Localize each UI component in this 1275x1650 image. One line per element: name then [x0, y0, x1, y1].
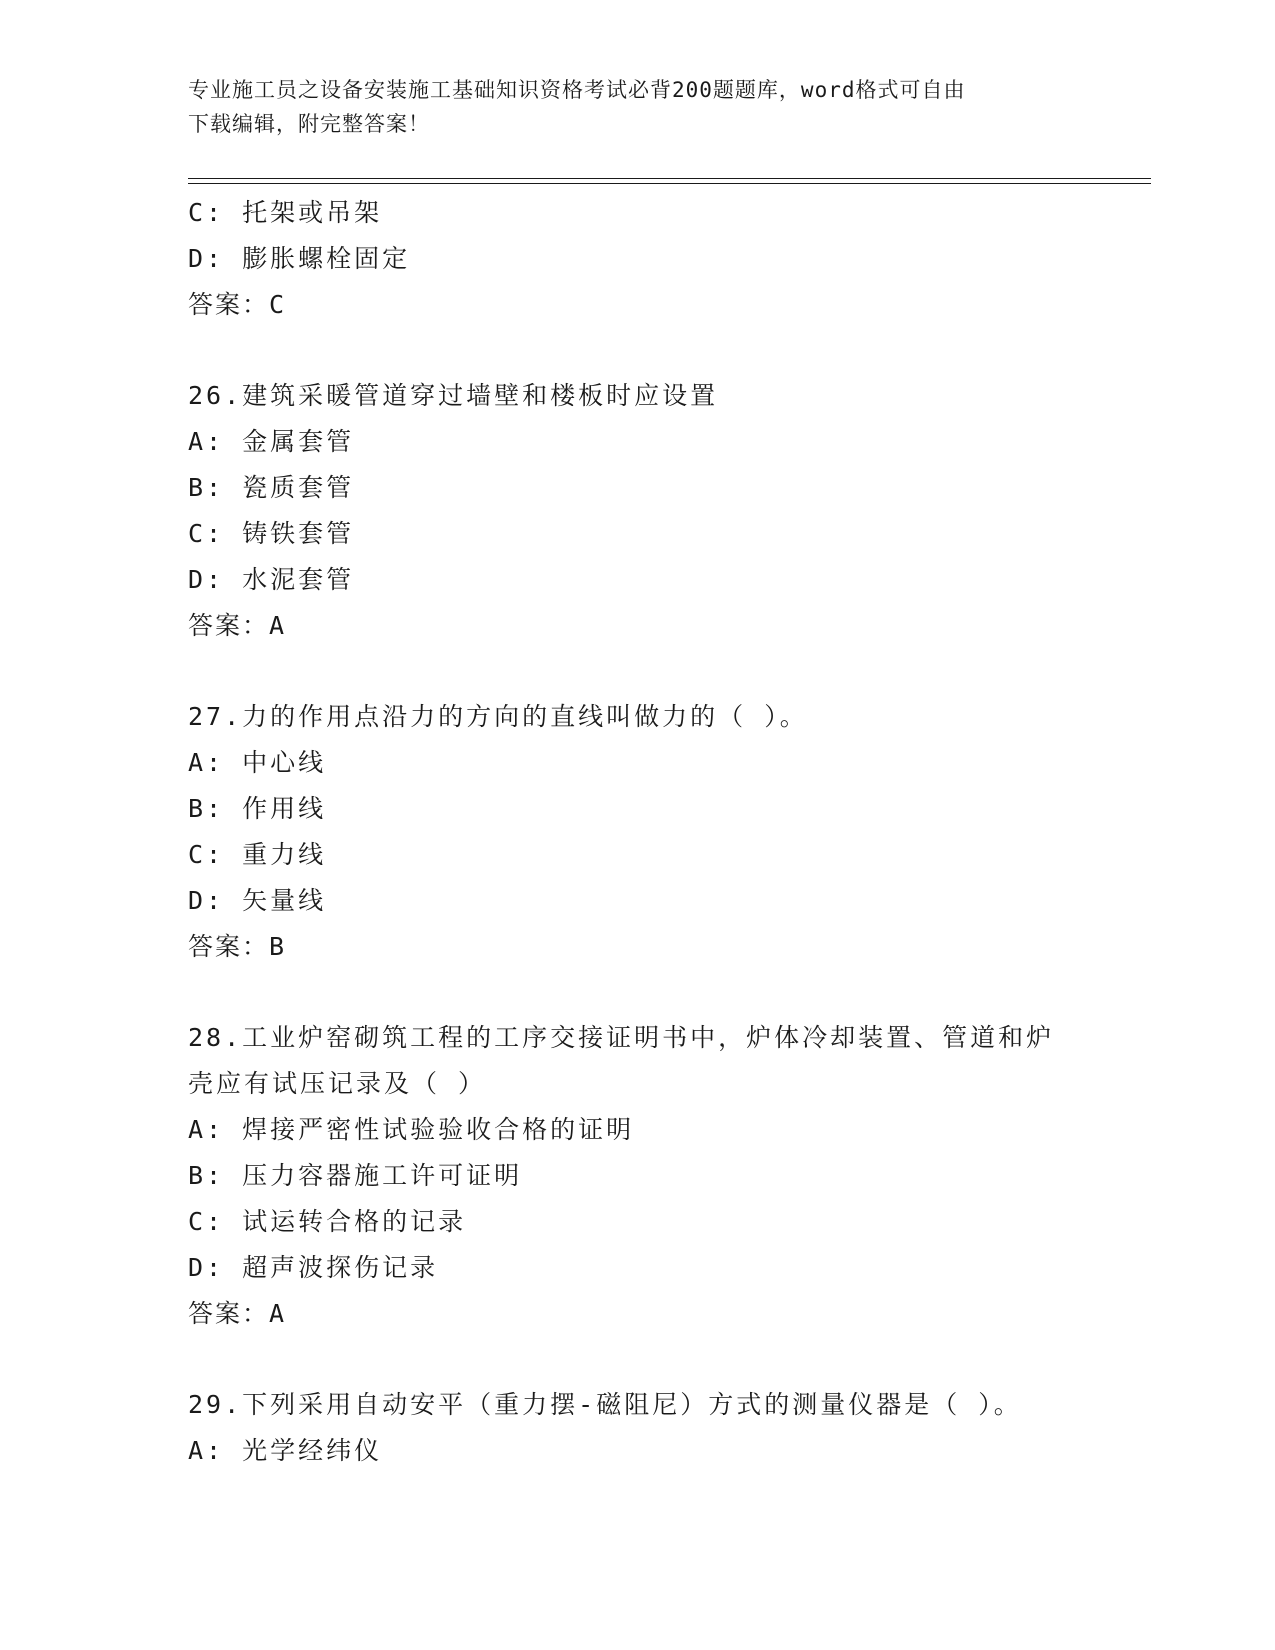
- answer-value: C: [269, 290, 288, 319]
- option-d: D: 矢量线: [188, 886, 327, 915]
- question-28: [188, 1015, 1088, 1337]
- document-body: [188, 190, 1088, 1474]
- option-d: D: 超声波探伤记录: [188, 1253, 439, 1282]
- question-block-continued: [188, 190, 1088, 328]
- header-line-1: 专业施工员之设备安装施工基础知识资格考试必背200题题库，word格式可自由: [188, 78, 966, 102]
- question-text-line-1: 28.工业炉窑砌筑工程的工序交接证明书中，炉体冷却装置、管道和炉: [188, 1023, 1055, 1052]
- option-a: A: 光学经纬仪: [188, 1436, 383, 1465]
- option-c: C: 铸铁套管: [188, 519, 355, 548]
- answer-line: [188, 924, 1088, 970]
- answer-value: A: [269, 611, 288, 640]
- answer-line: [188, 282, 1088, 328]
- question-29: [188, 1382, 1088, 1474]
- answer-label: 答案：: [188, 1299, 270, 1328]
- option-a: A: 焊接严密性试验验收合格的证明: [188, 1115, 635, 1144]
- option-d: D: 水泥套管: [188, 565, 355, 594]
- option-b: B: 瓷质套管: [188, 473, 355, 502]
- option-c: C: 托架或吊架: [188, 198, 383, 227]
- question-text: 29.下列采用自动安平（重力摆-磁阻尼）方式的测量仪器是（ ）。: [188, 1390, 1022, 1419]
- option-b: B: 作用线: [188, 794, 327, 823]
- answer-label: 答案：: [188, 290, 270, 319]
- option-b: B: 压力容器施工许可证明: [188, 1161, 523, 1190]
- answer-label: 答案：: [188, 611, 270, 640]
- option-a: A: 中心线: [188, 748, 327, 777]
- answer-value: A: [269, 1299, 288, 1328]
- question-27: [188, 694, 1088, 970]
- option-c: C: 试运转合格的记录: [188, 1207, 467, 1236]
- option-d: D: 膨胀螺栓固定: [188, 244, 411, 273]
- answer-line: [188, 603, 1088, 649]
- answer-value: B: [269, 932, 288, 961]
- header-divider-top: [188, 178, 1151, 179]
- question-text: 26.建筑采暖管道穿过墙壁和楼板时应设置: [188, 381, 719, 410]
- question-text: 27.力的作用点沿力的方向的直线叫做力的（ ）。: [188, 702, 808, 731]
- option-c: C: 重力线: [188, 840, 327, 869]
- header-line-2: 下载编辑，附完整答案！: [188, 112, 430, 136]
- answer-line: [188, 1291, 1088, 1337]
- question-26: [188, 373, 1088, 649]
- header-divider-bottom: [188, 183, 1151, 184]
- document-header: [188, 73, 1088, 141]
- option-a: A: 金属套管: [188, 427, 355, 456]
- question-text-line-2: 壳应有试压记录及（ ）: [188, 1069, 487, 1098]
- answer-label: 答案：: [188, 932, 270, 961]
